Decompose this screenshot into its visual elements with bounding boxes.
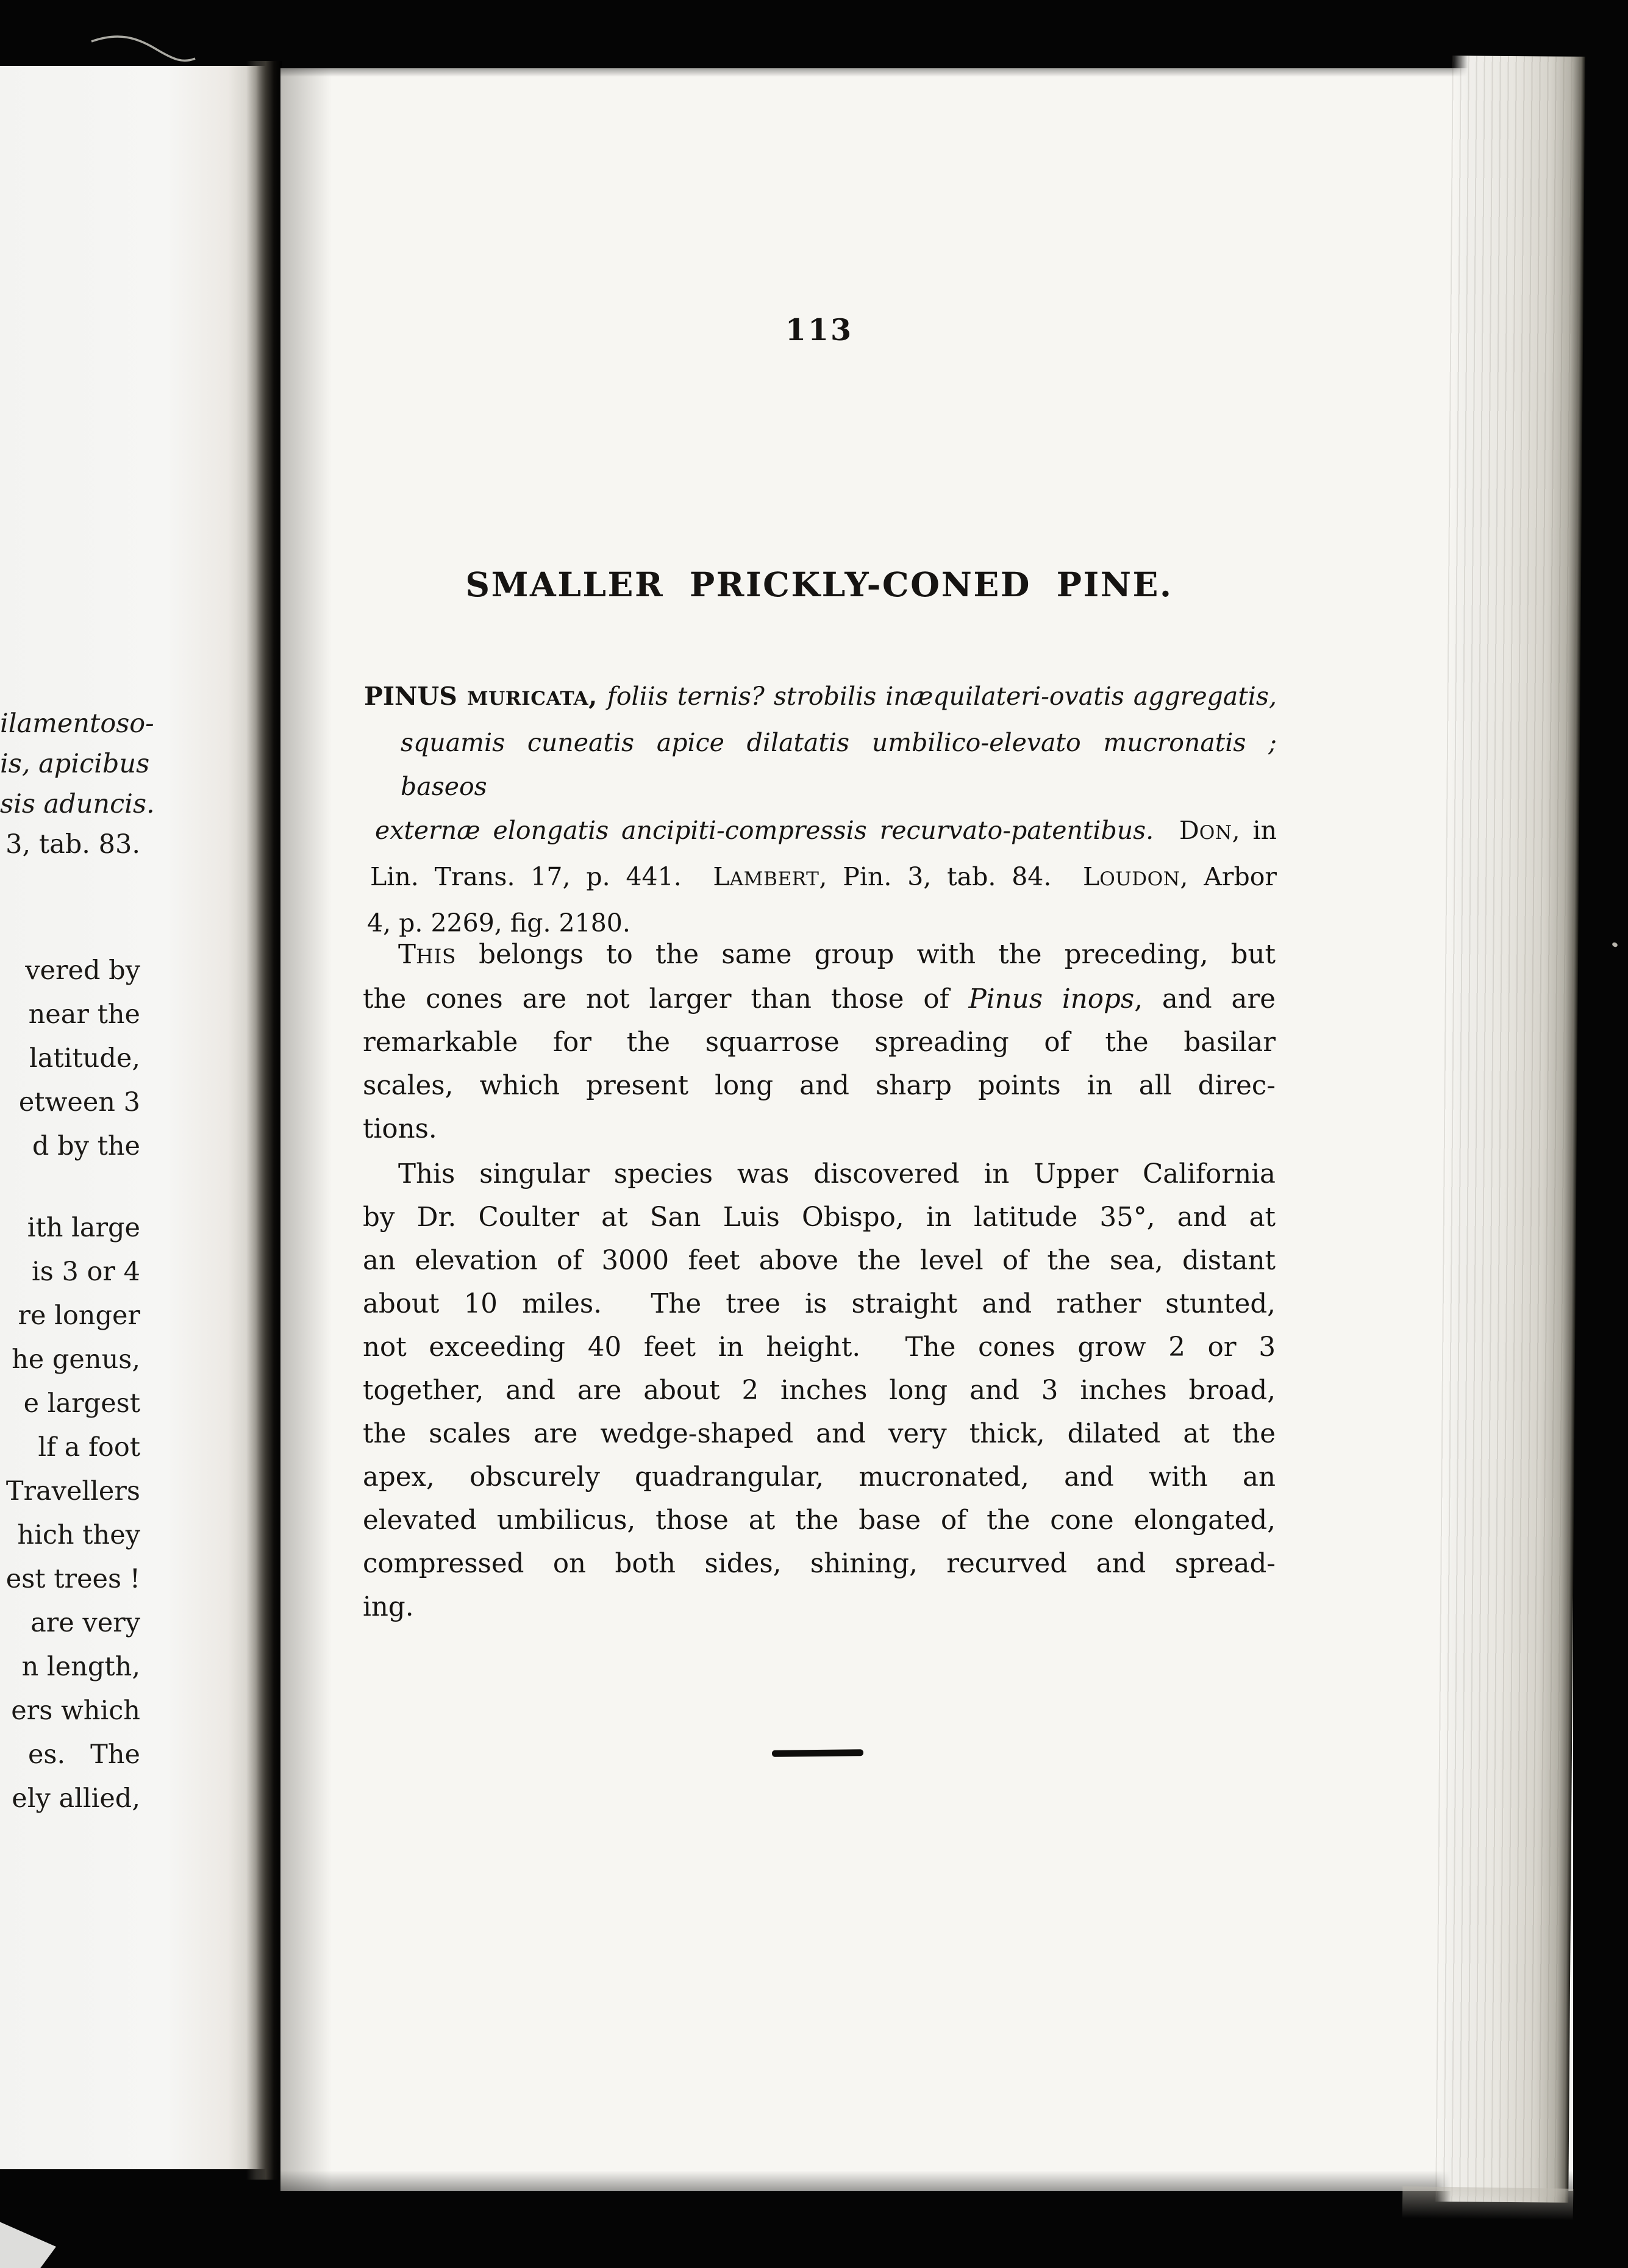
- facing-page-text-line: is 3 or 4: [32, 1257, 140, 1287]
- facing-page-text-line: lf a foot: [38, 1432, 140, 1463]
- page-top-shadow: [280, 68, 1573, 77]
- facing-page-text-line: sis aduncis.: [0, 789, 155, 819]
- facing-page-text-line: e largest: [23, 1388, 140, 1419]
- paragraph-1: [363, 933, 1276, 1151]
- facing-page-text-line: latitude,: [29, 1043, 140, 1074]
- page-bottom-shadow: [280, 2170, 1573, 2191]
- body-text-line: remarkable for the squarrose spreading of the basilar: [363, 1027, 1276, 1058]
- citation-line: Lin. Trans. 17, p. 441. LAMBERT, Pin. 3, tab. 84. LOUDON, Arbor: [370, 862, 1277, 891]
- body-text-line: not exceeding 40 feet in height. The cones grow 2 or 3: [363, 1332, 1276, 1363]
- body-text-line: THIS belongs to the same group with the preceding, but: [398, 940, 1276, 970]
- facing-page-text-line: Travellers: [5, 1476, 140, 1507]
- body-text-line: scales, which present long and sharp points in all direc-: [363, 1071, 1276, 1101]
- paragraph-2: [363, 1153, 1276, 1629]
- citation-line: 4, p. 2269, fig. 2180.: [367, 908, 630, 938]
- facing-page-text-line: is, apicibus: [0, 749, 150, 779]
- bottom-left-page-fragment: [0, 2212, 56, 2268]
- body-text-line: tions.: [363, 1114, 437, 1144]
- facing-page-text-line: etween 3: [18, 1087, 140, 1118]
- body-text-line: together, and are about 2 inches long and 3 inches broad,: [363, 1375, 1276, 1406]
- facing-page-text-line: he genus,: [12, 1344, 140, 1375]
- facing-page-text-line: ers which: [11, 1696, 140, 1726]
- paper-thread: [0, 0, 244, 98]
- body-text-line: ing.: [363, 1592, 414, 1622]
- body-text-line: by Dr. Coulter at San Luis Obispo, in latitude 35°, and at: [363, 1202, 1276, 1233]
- page-inner-gutter-shadow: [280, 68, 332, 2191]
- citation-line: externæ elongatis ancipiti-compressis recurvato-patentibus. DON, in: [375, 816, 1277, 845]
- facing-page-text-line: ilamentoso-: [0, 708, 154, 739]
- facing-page-text-line: 3, tab. 83.: [5, 829, 140, 860]
- facing-page-text-line: est trees !: [5, 1564, 140, 1594]
- facing-page-text-line: re longer: [18, 1300, 140, 1331]
- facing-page-edge: [0, 66, 268, 2169]
- facing-page-text-line: es. The: [27, 1739, 140, 1770]
- citation-line: squamis cuneatis apice dilatatis umbilico-elevato mucronatis ; baseos: [401, 728, 1277, 801]
- fore-edge-page-stack: [1435, 55, 1585, 2203]
- facing-page-text-line: hich they: [17, 1520, 140, 1550]
- body-text-line: about 10 miles. The tree is straight and rather stunted,: [363, 1289, 1276, 1319]
- citation-line: PINUS MURICATA, foliis ternis? strobilis inæquilateri-ovatis aggregatis,: [364, 682, 1277, 711]
- body-text-line: an elevation of 3000 feet above the level of the sea, distant: [363, 1246, 1276, 1276]
- facing-page-text-column: [0, 686, 155, 1820]
- body-text-line: the scales are wedge-shaped and very thick, dilated at the: [363, 1419, 1276, 1449]
- bottom-edge-page-stack: [1402, 2186, 1574, 2220]
- facing-page-text-line: d by the: [32, 1131, 140, 1161]
- chapter-title: SMALLER PRICKLY-CONED PINE.: [465, 565, 1173, 604]
- dust-speck: [1612, 941, 1618, 947]
- gutter-shadow: [246, 61, 282, 2180]
- body-text-line: compressed on both sides, shining, recurved and spread-: [363, 1549, 1276, 1579]
- body-text-line: This singular species was discovered in Upper California: [398, 1159, 1276, 1189]
- facing-page-text-line: n length,: [21, 1652, 140, 1682]
- facing-page-text-line: ith large: [27, 1213, 140, 1243]
- page-number: 113: [785, 312, 854, 348]
- facing-page-text-line: near the: [28, 999, 140, 1030]
- body-text-line: elevated umbilicus, those at the base of the cone elongated,: [363, 1505, 1276, 1536]
- section-divider-rule: [772, 1749, 863, 1757]
- facing-page-text-line: are very: [30, 1608, 140, 1638]
- body-text-line: apex, obscurely quadrangular, mucronated, and with an: [363, 1462, 1276, 1492]
- facing-page-text-line: vered by: [25, 955, 140, 986]
- species-citation: [364, 674, 1277, 945]
- body-text-line: the cones are not larger than those of Pinus inops, and are: [363, 984, 1276, 1015]
- book-page: [280, 68, 1573, 2191]
- facing-page-text-line: ely allied,: [12, 1783, 140, 1814]
